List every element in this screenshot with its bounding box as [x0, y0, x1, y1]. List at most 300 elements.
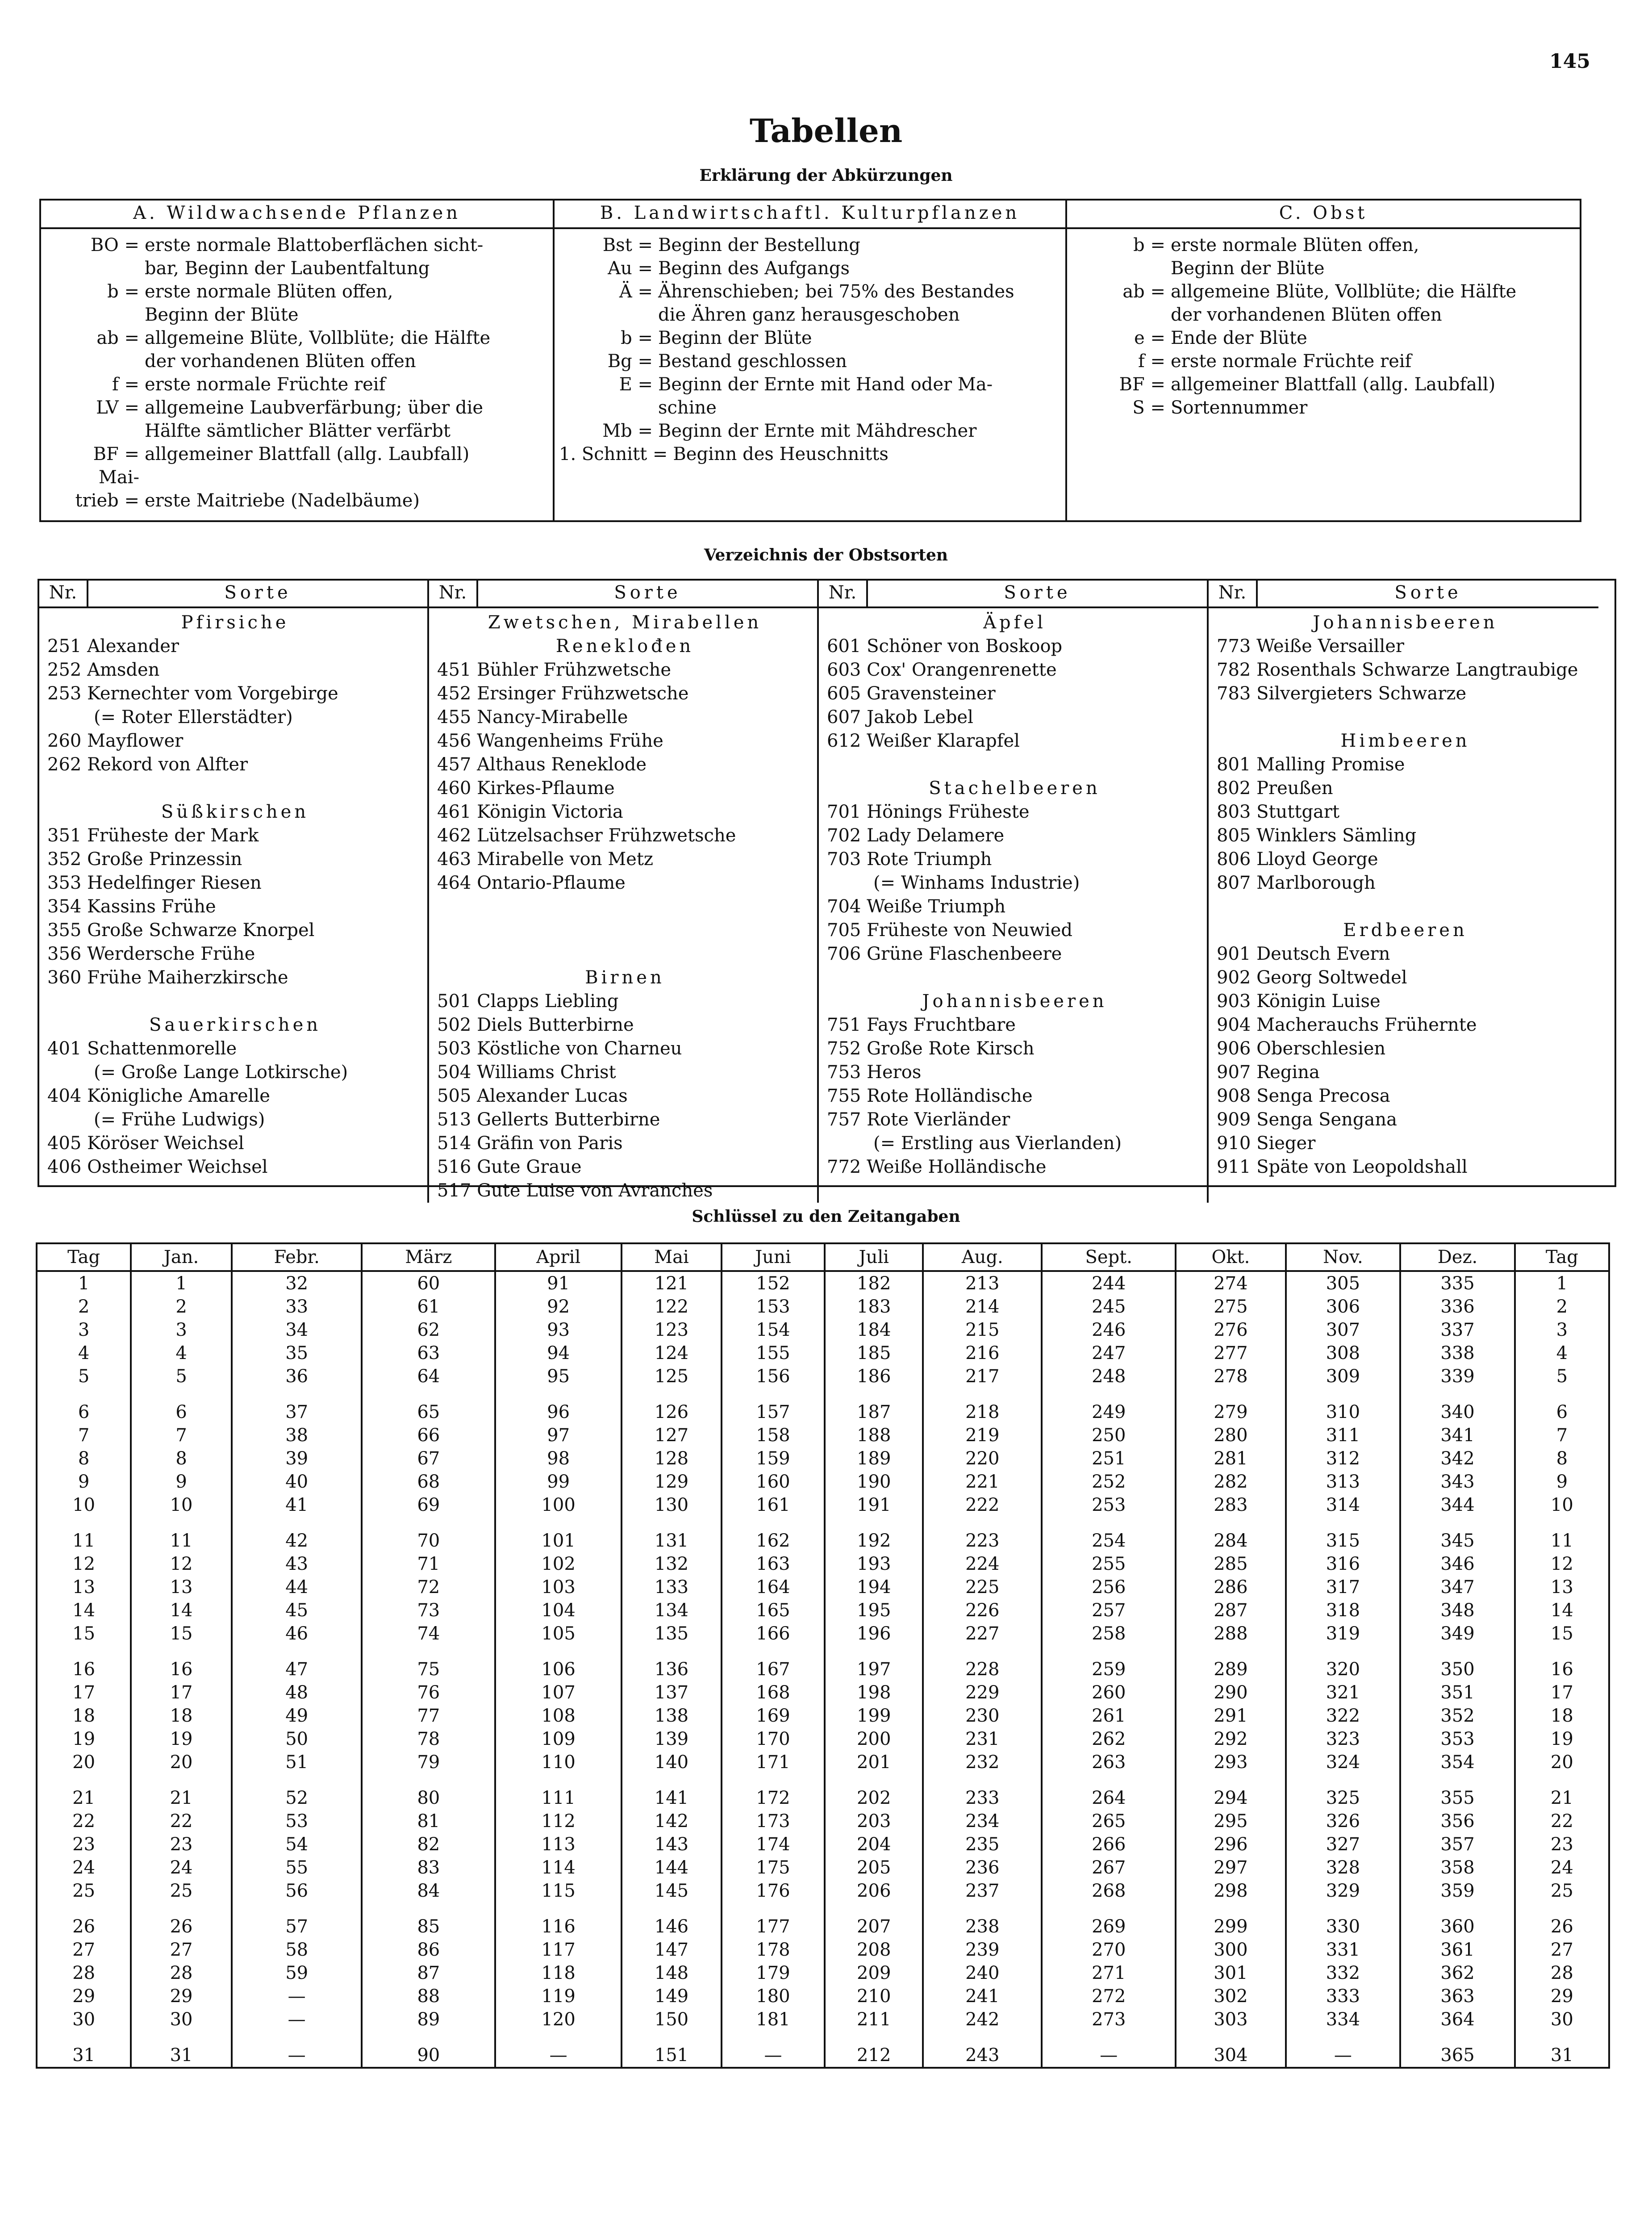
variety-item: 751 Fays Fruchtbare — [827, 1015, 1016, 1035]
table-cell: 25 — [1515, 1879, 1609, 1903]
abbreviation-description — [139, 280, 548, 326]
table-row — [37, 2008, 1609, 2031]
table-cell: 93 — [495, 1318, 622, 1342]
table-cell: 152 — [722, 1271, 825, 1295]
description-line: Hälfte sämtlicher Blätter verfärbt — [145, 421, 451, 441]
table-cell: 116 — [495, 1903, 622, 1938]
table-cell: 233 — [923, 1774, 1042, 1810]
variety-item: 601 Schöner von Boskoop — [827, 636, 1063, 657]
table-cell: 129 — [622, 1470, 722, 1493]
table-cell: 30 — [1515, 2008, 1609, 2031]
variety-item: 514 Gräfin von Paris — [437, 1133, 623, 1154]
table-cell: 182 — [825, 1271, 923, 1295]
table-row — [37, 1388, 1609, 1424]
abbreviation-column — [555, 201, 1067, 520]
table-cell: 1 — [37, 1271, 131, 1295]
description-line: Beginn der Ernte mit Mähdrescher — [658, 421, 977, 441]
table-cell: 136 — [622, 1645, 722, 1681]
table-cell: 189 — [825, 1447, 923, 1470]
table-cell: 220 — [923, 1447, 1042, 1470]
abbreviation-entry — [46, 280, 548, 326]
description-line: Beginn des Heuschnitts — [673, 444, 889, 464]
abbreviation-description — [1165, 326, 1575, 350]
table-cell: 253 — [1042, 1493, 1176, 1517]
table-cell: 13 — [37, 1576, 131, 1599]
table-cell: 309 — [1286, 1365, 1401, 1388]
table-row — [37, 1493, 1609, 1517]
abbreviation-entry — [1072, 373, 1575, 396]
table-cell: 184 — [825, 1318, 923, 1342]
table-cell: 262 — [1042, 1727, 1176, 1751]
table-cell: 197 — [825, 1645, 923, 1681]
variety-item: 902 Georg Soltwedel — [1217, 967, 1407, 988]
column-header — [1209, 581, 1598, 608]
table-cell: 14 — [37, 1599, 131, 1622]
table-cell: 18 — [131, 1704, 232, 1727]
column-heading: A. Wildwachsende Pflanzen — [41, 201, 553, 229]
table-cell: 159 — [722, 1447, 825, 1470]
table-cell: 255 — [1042, 1552, 1176, 1576]
table-cell: 304 — [1176, 2031, 1285, 2068]
table-cell: 277 — [1176, 1342, 1285, 1365]
table-cell: 9 — [131, 1470, 232, 1493]
table-cell: 169 — [722, 1704, 825, 1727]
table-cell: 226 — [923, 1599, 1042, 1622]
variety-item: 909 Senga Sengana — [1217, 1109, 1397, 1130]
table-cell: — — [495, 2031, 622, 2068]
table-cell: 91 — [495, 1271, 622, 1295]
column-heading: C. Obst — [1067, 201, 1580, 229]
description-line: erste normale Früchte reif — [145, 374, 386, 395]
table-cell: 245 — [1042, 1295, 1176, 1318]
variety-item: 607 Jakob Lebel — [827, 707, 973, 728]
table-cell: 135 — [622, 1622, 722, 1645]
table-row — [37, 1774, 1609, 1810]
table-cell: 229 — [923, 1681, 1042, 1704]
abbreviation-description — [653, 234, 1061, 257]
table-cell: 88 — [362, 1985, 495, 2008]
zeitangaben-table — [36, 1242, 1610, 2069]
table-cell: 26 — [131, 1903, 232, 1938]
table-cell: 131 — [622, 1517, 722, 1552]
table-cell: 282 — [1176, 1470, 1285, 1493]
table-row — [37, 1365, 1609, 1388]
description-line: Beginn der Bestellung — [658, 235, 860, 255]
table-cell: 166 — [722, 1622, 825, 1645]
abbreviation-list — [41, 229, 553, 512]
table-cell: 85 — [362, 1903, 495, 1938]
table-cell: 63 — [362, 1342, 495, 1365]
table-cell: 20 — [131, 1751, 232, 1774]
obstsorten-grid — [39, 581, 1614, 1201]
table-cell: 119 — [495, 1985, 622, 2008]
abbreviation-entry — [1072, 280, 1575, 326]
table-cell: 348 — [1400, 1599, 1514, 1622]
table-cell: 34 — [232, 1318, 362, 1342]
table-cell: 29 — [37, 1985, 131, 2008]
table-cell: 138 — [622, 1704, 722, 1727]
column-heading: B. Landwirtschaftl. Kulturpflanzen — [555, 201, 1065, 229]
abbreviation-code: BF = — [93, 444, 139, 464]
table-cell: 41 — [232, 1493, 362, 1517]
abbreviation-description — [653, 350, 1061, 373]
table-cell: 278 — [1176, 1365, 1285, 1388]
header-nr: Nr. — [429, 581, 478, 606]
table-cell: 105 — [495, 1622, 622, 1645]
variety-item: 260 Mayflower — [47, 731, 184, 751]
variety-item: 901 Deutsch Evern — [1217, 944, 1390, 964]
table-cell: 150 — [622, 2008, 722, 2031]
table-cell: 216 — [923, 1342, 1042, 1365]
table-cell: 218 — [923, 1388, 1042, 1424]
table-cell: 80 — [362, 1774, 495, 1810]
table-cell: 332 — [1286, 1961, 1401, 1985]
table-cell: 321 — [1286, 1681, 1401, 1704]
table-cell: 310 — [1286, 1388, 1401, 1424]
table-cell: 172 — [722, 1774, 825, 1810]
table-row — [37, 1645, 1609, 1681]
table-cell: 199 — [825, 1704, 923, 1727]
group-heading: Birnen — [585, 967, 665, 988]
table-cell: 364 — [1400, 2008, 1514, 2031]
table-cell: 339 — [1400, 1365, 1514, 1388]
abbreviation-description — [139, 466, 548, 489]
table-cell: — — [722, 2031, 825, 2068]
table-cell: 55 — [232, 1856, 362, 1879]
abbreviation-code: 1. Schnitt = — [559, 444, 668, 464]
abbreviation-description — [139, 326, 548, 373]
table-cell: 7 — [1515, 1424, 1609, 1447]
abbreviations-title: Erklärung der Abkürzungen — [699, 166, 953, 185]
table-cell: 207 — [825, 1903, 923, 1938]
variety-item: 782 Rosenthals Schwarze Langtraubige — [1217, 660, 1578, 680]
header-nr: Nr. — [819, 581, 868, 606]
table-cell: 192 — [825, 1517, 923, 1552]
table-cell: 72 — [362, 1576, 495, 1599]
abbreviation-code: ab = — [1122, 281, 1165, 302]
table-cell: 30 — [131, 2008, 232, 2031]
table-cell: 31 — [131, 2031, 232, 2068]
variety-synonym: (= Frühe Ludwigs) — [94, 1109, 265, 1130]
table-cell: 314 — [1286, 1493, 1401, 1517]
description-line: Ährenschieben; bei 75% des Bestandes — [658, 281, 1014, 302]
variety-item: 505 Alexander Lucas — [437, 1086, 628, 1106]
table-row — [37, 1856, 1609, 1879]
variety-item: 704 Weiße Triumph — [827, 896, 1006, 917]
table-row — [37, 1295, 1609, 1318]
table-cell: 87 — [362, 1961, 495, 1985]
table-cell: 106 — [495, 1645, 622, 1681]
table-cell: 313 — [1286, 1470, 1401, 1493]
table-cell: 49 — [232, 1704, 362, 1727]
table-cell: 239 — [923, 1938, 1042, 1961]
table-row — [37, 1318, 1609, 1342]
table-cell: 57 — [232, 1903, 362, 1938]
abbreviation-column — [41, 201, 555, 520]
table-cell: 130 — [622, 1493, 722, 1517]
table-cell: 141 — [622, 1774, 722, 1810]
zeitangaben-title: Schlüssel zu den Zeitangaben — [692, 1207, 960, 1226]
table-cell: 30 — [37, 2008, 131, 2031]
table-cell: 151 — [622, 2031, 722, 2068]
obstsorten-column — [819, 581, 1209, 1203]
table-cell: 232 — [923, 1751, 1042, 1774]
table-cell: 311 — [1286, 1424, 1401, 1447]
variety-item: 404 Königliche Amarelle — [47, 1086, 270, 1106]
table-cell: 15 — [1515, 1622, 1609, 1645]
abbreviation-entry — [46, 396, 548, 443]
variety-item: 353 Hedelfinger Riesen — [47, 873, 262, 893]
table-row — [37, 1271, 1609, 1295]
abbreviation-code: Mb = — [602, 421, 653, 441]
spacer — [1217, 895, 1594, 919]
variety-item: 356 Werdersche Frühe — [47, 944, 255, 964]
table-cell: 302 — [1176, 1985, 1285, 2008]
table-cell: 81 — [362, 1810, 495, 1833]
variety-item: 904 Macherauchs Frühernte — [1217, 1015, 1477, 1035]
variety-item: 401 Schattenmorelle — [47, 1038, 237, 1059]
table-cell: 319 — [1286, 1622, 1401, 1645]
table-cell: 360 — [1400, 1903, 1514, 1938]
table-cell: 99 — [495, 1470, 622, 1493]
table-cell: 337 — [1400, 1318, 1514, 1342]
description-line: der vorhandenen Blüten offen — [145, 351, 416, 372]
table-cell: 6 — [37, 1388, 131, 1424]
abbreviation-description — [653, 326, 1061, 350]
table-cell: 67 — [362, 1447, 495, 1470]
table-cell: 187 — [825, 1388, 923, 1424]
table-cell: 133 — [622, 1576, 722, 1599]
table-cell: 120 — [495, 2008, 622, 2031]
table-cell: 11 — [1515, 1517, 1609, 1552]
spacer — [437, 942, 813, 966]
abbreviation-entry — [1072, 326, 1575, 350]
variety-item: 801 Malling Promise — [1217, 754, 1405, 775]
table-cell: 258 — [1042, 1622, 1176, 1645]
table-cell: 270 — [1042, 1938, 1176, 1961]
table-cell: 125 — [622, 1365, 722, 1388]
table-cell: 173 — [722, 1810, 825, 1833]
table-cell: 8 — [1515, 1447, 1609, 1470]
table-cell: 324 — [1286, 1751, 1401, 1774]
variety-item: 351 Früheste der Mark — [47, 825, 259, 846]
table-cell: 186 — [825, 1365, 923, 1388]
table-cell: 210 — [825, 1985, 923, 2008]
table-cell: 167 — [722, 1645, 825, 1681]
table-cell: 27 — [131, 1938, 232, 1961]
table-cell: 205 — [825, 1856, 923, 1879]
table-cell: 126 — [622, 1388, 722, 1424]
table-row — [37, 1833, 1609, 1856]
abbreviation-code: Ä = — [619, 281, 653, 302]
variety-item: 753 Heros — [827, 1062, 922, 1083]
table-cell: 19 — [1515, 1727, 1609, 1751]
table-cell: 308 — [1286, 1342, 1401, 1365]
variety-item: 773 Weiße Versailler — [1217, 636, 1405, 657]
table-cell: 53 — [232, 1810, 362, 1833]
table-cell: 326 — [1286, 1810, 1401, 1833]
table-cell: 363 — [1400, 1985, 1514, 2008]
table-cell: 145 — [622, 1879, 722, 1903]
table-cell: 9 — [1515, 1470, 1609, 1493]
table-cell: 343 — [1400, 1470, 1514, 1493]
table-cell: 190 — [825, 1470, 923, 1493]
description-line: bar, Beginn der Laubentfaltung — [145, 258, 430, 279]
table-cell: 287 — [1176, 1599, 1285, 1622]
table-cell: 261 — [1042, 1704, 1176, 1727]
table-cell: 11 — [131, 1517, 232, 1552]
table-cell: 11 — [37, 1517, 131, 1552]
table-cell: 78 — [362, 1727, 495, 1751]
table-cell: 266 — [1042, 1833, 1176, 1856]
variety-item: 253 Kernechter vom Vorgebirge — [47, 683, 338, 704]
abbreviation-code: Mai- — [98, 467, 139, 488]
table-cell: 283 — [1176, 1493, 1285, 1517]
table-cell: 114 — [495, 1856, 622, 1879]
table-cell: 354 — [1400, 1751, 1514, 1774]
table-cell: 158 — [722, 1424, 825, 1447]
table-cell: 12 — [131, 1552, 232, 1576]
table-cell: 336 — [1400, 1295, 1514, 1318]
table-cell: 113 — [495, 1833, 622, 1856]
table-cell: 338 — [1400, 1342, 1514, 1365]
description-line: erste normale Blüten offen, — [145, 281, 393, 302]
table-cell: 121 — [622, 1271, 722, 1295]
table-cell: 195 — [825, 1599, 923, 1622]
table-cell: 48 — [232, 1681, 362, 1704]
table-cell: 174 — [722, 1833, 825, 1856]
table-cell: 96 — [495, 1388, 622, 1424]
description-line: allgemeine Laubverfärbung; über die — [145, 397, 484, 418]
table-cell: 227 — [923, 1622, 1042, 1645]
column-header: Jan. — [131, 1243, 232, 1271]
variety-item: 504 Williams Christ — [437, 1062, 616, 1083]
table-cell: 9 — [37, 1470, 131, 1493]
table-cell: 69 — [362, 1493, 495, 1517]
variety-item: 360 Frühe Maiherzkirsche — [47, 967, 288, 988]
abbreviation-code: b = — [621, 328, 653, 348]
table-cell: 28 — [131, 1961, 232, 1985]
variety-synonym: (= Roter Ellerstädter) — [94, 707, 293, 728]
variety-item: 503 Köstliche von Charneu — [437, 1038, 682, 1059]
table-cell: 7 — [37, 1424, 131, 1447]
table-cell: 222 — [923, 1493, 1042, 1517]
table-cell: 349 — [1400, 1622, 1514, 1645]
table-cell: 365 — [1400, 2031, 1514, 2068]
variety-list — [39, 608, 427, 1179]
table-cell: 12 — [37, 1552, 131, 1576]
table-cell: 299 — [1176, 1903, 1285, 1938]
table-cell: 20 — [37, 1751, 131, 1774]
abbreviation-code: LV = — [96, 397, 139, 418]
table-cell: 224 — [923, 1552, 1042, 1576]
abbreviation-entry — [46, 234, 548, 280]
table-cell: 327 — [1286, 1833, 1401, 1856]
column-header: Aug. — [923, 1243, 1042, 1271]
table-cell: 66 — [362, 1424, 495, 1447]
variety-item: 355 Große Schwarze Knorpel — [47, 920, 315, 941]
group-heading: Johannisbeeren — [1313, 612, 1498, 633]
table-cell: 144 — [622, 1856, 722, 1879]
variety-item: 706 Grüne Flaschenbeere — [827, 944, 1062, 964]
column-header: April — [495, 1243, 622, 1271]
table-cell: 90 — [362, 2031, 495, 2068]
abbreviation-description — [139, 443, 548, 466]
table-cell: 28 — [37, 1961, 131, 1985]
header-sorte: Sorte — [614, 582, 681, 603]
table-cell: 100 — [495, 1493, 622, 1517]
variety-item: 463 Mirabelle von Metz — [437, 849, 653, 870]
table-cell: 238 — [923, 1903, 1042, 1938]
table-cell: 160 — [722, 1470, 825, 1493]
table-cell: 206 — [825, 1879, 923, 1903]
table-cell: 70 — [362, 1517, 495, 1552]
table-cell: 289 — [1176, 1645, 1285, 1681]
table-cell: 257 — [1042, 1599, 1176, 1622]
table-cell: 43 — [232, 1552, 362, 1576]
table-cell: 175 — [722, 1856, 825, 1879]
table-cell: 342 — [1400, 1447, 1514, 1470]
table-cell: 127 — [622, 1424, 722, 1447]
abbreviation-code: E = — [619, 374, 653, 395]
group-heading: Reneklođen — [555, 636, 694, 657]
abbreviation-entry — [46, 373, 548, 396]
spacer — [1217, 706, 1594, 729]
abbreviation-code: f = — [1138, 351, 1165, 372]
group-heading: Erdbeeren — [1343, 920, 1468, 941]
table-cell: 32 — [232, 1271, 362, 1295]
variety-list — [819, 608, 1207, 1179]
table-cell: 235 — [923, 1833, 1042, 1856]
table-cell: 79 — [362, 1751, 495, 1774]
table-cell: 335 — [1400, 1271, 1514, 1295]
table-cell: 111 — [495, 1774, 622, 1810]
table-cell: 97 — [495, 1424, 622, 1447]
variety-item: 908 Senga Precosa — [1217, 1086, 1390, 1106]
header-sorte: Sorte — [1394, 582, 1462, 603]
column-header: März — [362, 1243, 495, 1271]
variety-item: 803 Stuttgart — [1217, 802, 1340, 822]
variety-item: 252 Amsden — [47, 660, 160, 680]
table-cell: 250 — [1042, 1424, 1176, 1447]
abbreviation-entry — [559, 443, 1061, 466]
variety-item: 702 Lady Delamere — [827, 825, 1005, 846]
column-header: Tag — [1515, 1243, 1609, 1271]
table-cell: 355 — [1400, 1774, 1514, 1810]
table-cell: 256 — [1042, 1576, 1176, 1599]
spacer — [47, 990, 423, 1013]
abbreviation-list — [555, 229, 1065, 466]
variety-item: 906 Oberschlesien — [1217, 1038, 1386, 1059]
abbreviation-entry — [559, 373, 1061, 419]
table-cell: 21 — [1515, 1774, 1609, 1810]
table-cell: 5 — [1515, 1365, 1609, 1388]
table-cell: 148 — [622, 1961, 722, 1985]
table-cell: 7 — [131, 1424, 232, 1447]
table-cell: 290 — [1176, 1681, 1285, 1704]
table-cell: 275 — [1176, 1295, 1285, 1318]
abbreviation-code: f = — [112, 374, 139, 395]
variety-item: 805 Winklers Sämling — [1217, 825, 1417, 846]
variety-item: 464 Ontario-Pflaume — [437, 873, 626, 893]
table-cell: 294 — [1176, 1774, 1285, 1810]
table-cell: 208 — [825, 1938, 923, 1961]
description-line: allgemeine Blüte, Vollblüte; die Hälfte — [1171, 281, 1517, 302]
table-cell: — — [1286, 2031, 1401, 2068]
table-cell: 102 — [495, 1552, 622, 1576]
group-heading: Sauerkirschen — [149, 1015, 321, 1035]
table-cell: 318 — [1286, 1599, 1401, 1622]
